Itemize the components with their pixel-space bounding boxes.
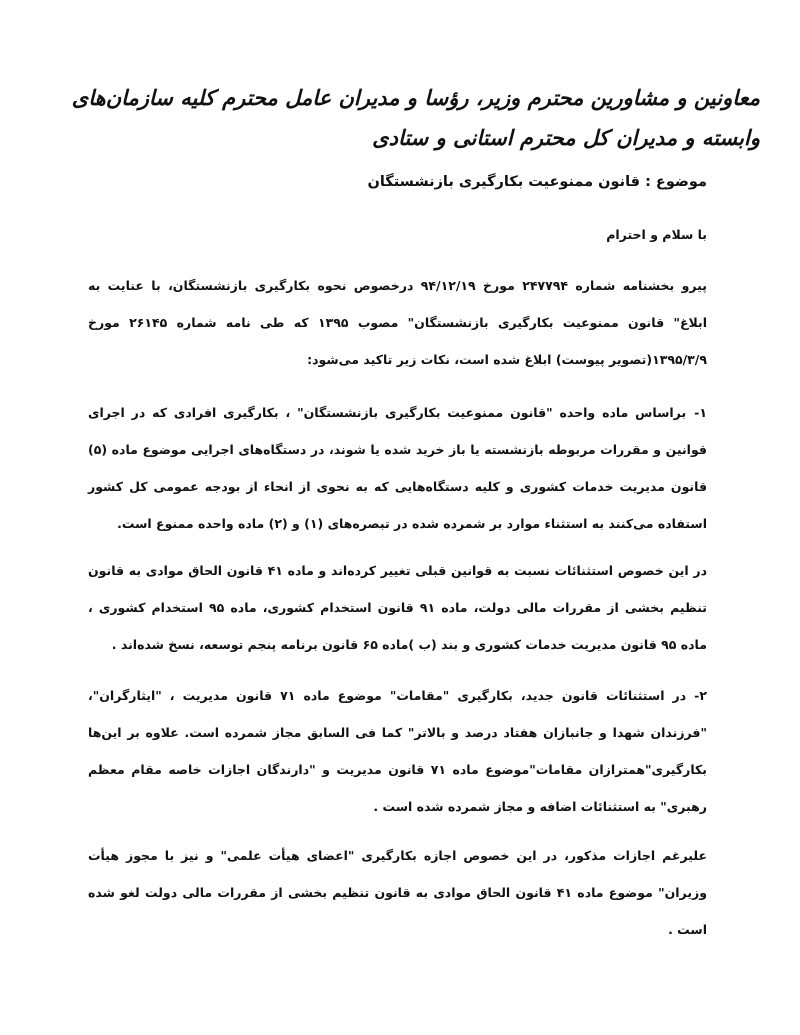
list-item-2 [88,677,707,825]
list-item-number: ۱- [694,405,707,420]
list-item-1 [88,394,707,542]
list-item-number: ۲- [694,688,707,703]
list-item-text: براساس ماده واحده "قانون ممنوعیت بکارگیری بازنشستگان" ، بکارگیری افرادی که در اجرای قوانین و مقررات مربوطه بازنشسته یا باز خرید شده یا شوند، در دستگاه‌های اجرایی موضوع ماده (۵) قانون مدیریت خدمات کشوری و کلیه دستگاه‌هایی که به نحوی از انحاء از بودجه عمومی کل کشور استفاده می‌کنند به استثناء موارد بر شمرده شده در تبصره‌های (۱) و (۲) ماده واحده ممنوع است. [88,405,707,531]
intro-paragraph: پیرو بخشنامه شماره ۲۴۷۷۹۴ مورخ ۹۴/۱۲/۱۹ درخصوص نحوه بکارگیری بازنشستگان، با عنایت به ابلاغ" قانون ممنوعیت بکارگیری بازنشستگان" مصوب ۱۳۹۵ که طی نامه شماره ۲۶۱۴۵ مورخ ۱۳۹۵/۳/۹(تصویر پیوست) ابلاغ شده است، نکات زیر تاکید می‌شود: [88,278,707,367]
list-item-text: در استثنائات قانون جدید، بکارگیری "مقامات" موضوع ماده ۷۱ قانون مدیریت ، "ایثارگران"، "فرزندان شهدا و جانبازان هفتاد درصد و بالاتر" کما فی السابق مجاز شمرده است. علاوه بر این‌ها بکارگیری"همترازان مقامات"موضوع ماده ۷۱ قانون مدیریت و "دارندگان اجازات خاصه مقام معظم رهبری" به استثنائات اضافه و مجاز شمرده شده است . [88,688,707,814]
letter-subject: موضوع : قانون ممنوعیت بکارگیری بازنشستگان [367,174,707,190]
closing-paragraph: علیرغم اجازات مذکور، در این خصوص اجازه بکارگیری "اعضای هیأت علمی" و نیز با مجوز هیأت وزیران" موضوع ماده ۴۱ قانون الحاق موادی به قانون تنظیم بخشی از مقررات مالی دولت لغو شده است . [88,848,707,937]
exceptions-paragraph: در این خصوص استثنائات نسبت به قوانین قبلی تغییر کرده‌اند و ماده ۴۱ قانون الحاق موادی به قانون تنظیم بخشی از مقررات مالی دولت، ماده ۹۱ قانون استخدام کشوری، ماده ۹۵ استخدام کشوری ، ماده ۹۵ قانون مدیریت خدمات کشوری و بند (ب )ماده ۶۵ قانون برنامه پنجم توسعه، نسخ شده‌اند . [88,563,707,652]
letter-greeting: با سلام و احترام [606,227,707,242]
letter-addressee: معاونین و مشاورین محترم وزیر، رؤسا و مدیران عامل محترم کلیه سازمان‌های وابسته و مدیران کل محترم استانی و ستادی [71,85,760,150]
